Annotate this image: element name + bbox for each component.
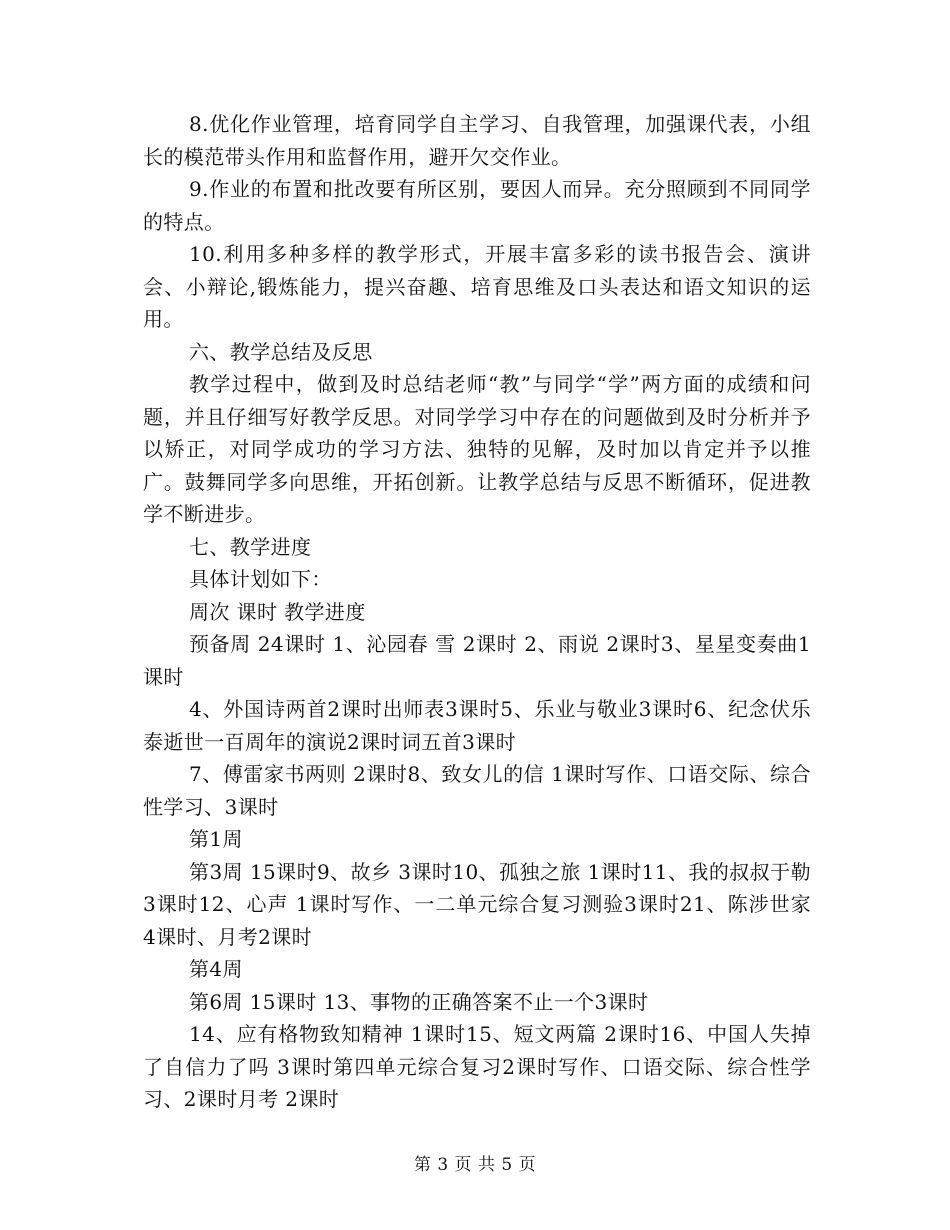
paragraph-teaching-forms: 10.利用多种多样的教学形式，开展丰富多彩的读书报告会、演讲会、小辩论,锻炼能力，提兴奋趣、培育思维及口头表达和语文知识的运用。 bbox=[143, 242, 811, 331]
schedule-week: 第1周 bbox=[189, 827, 243, 851]
page-number-footer: 第 3 页 共 5 页 bbox=[413, 1155, 537, 1175]
section-heading-progress: 七、教学进度 bbox=[189, 534, 312, 559]
paragraph-homework-grading: 9.作业的布置和批改要有所区别，要因人而异。充分照顾到不同同学的特点。 bbox=[143, 177, 811, 234]
paragraph-summary-reflection: 教学过程中，做到及时总结老师“教”与同学“学”两方面的成绩和问题，并且仔细写好教学反思。对同学学习中存在的问题做到及时分析并予以矫正，对同学成功的学习方法、独特的见解，及时加以肯定并予以推广。鼓舞同学多向思维，开拓创新。让教学总结与反思不断循环，促进教学不断进步。 bbox=[143, 372, 811, 526]
schedule-entry: 7、傅雷家书两则 2课时8、致女儿的信 1课时写作、口语交际、综合性学习、3课时 bbox=[143, 762, 811, 819]
schedule-header: 周次 课时 教学进度 bbox=[189, 599, 366, 624]
document-body bbox=[143, 108, 811, 1116]
schedule-entry: 第6周 15课时 13、事物的正确答案不止一个3课时 bbox=[189, 989, 649, 1014]
paragraph-homework-management: 8.优化作业管理，培育同学自主学习、自我管理，加强课代表，小组长的模范带头作用和监督作用，避开欠交作业。 bbox=[143, 112, 811, 169]
schedule-week: 第4周 bbox=[189, 957, 243, 981]
schedule-entry: 4、外国诗两首2课时出师表3课时5、乐业与敬业3课时6、纪念伏乐泰逝世一百周年的演说2课时词五首3课时 bbox=[143, 697, 811, 754]
schedule-entry: 预备周 24课时 1、沁园春 雪 2课时 2、雨说 2课时3、星星变奏曲1课时 bbox=[143, 632, 811, 689]
paragraph-plan-intro: 具体计划如下： bbox=[189, 567, 332, 591]
schedule-entry: 第3周 15课时9、故乡 3课时10、孤独之旅 1课时11、我的叔叔于勒 3课时12、心声 1课时写作、一二单元综合复习测验3课时21、陈涉世家 4课时、月考2课时 bbox=[143, 859, 811, 949]
section-heading-summary: 六、教学总结及反思 bbox=[189, 339, 373, 364]
schedule-entry: 14、应有格物致知精神 1课时15、短文两篇 2课时16、中国人失掉了自信力了吗 3课时第四单元综合复习2课时写作、口语交际、综合性学习、2课时月考 2课时 bbox=[143, 1022, 811, 1111]
